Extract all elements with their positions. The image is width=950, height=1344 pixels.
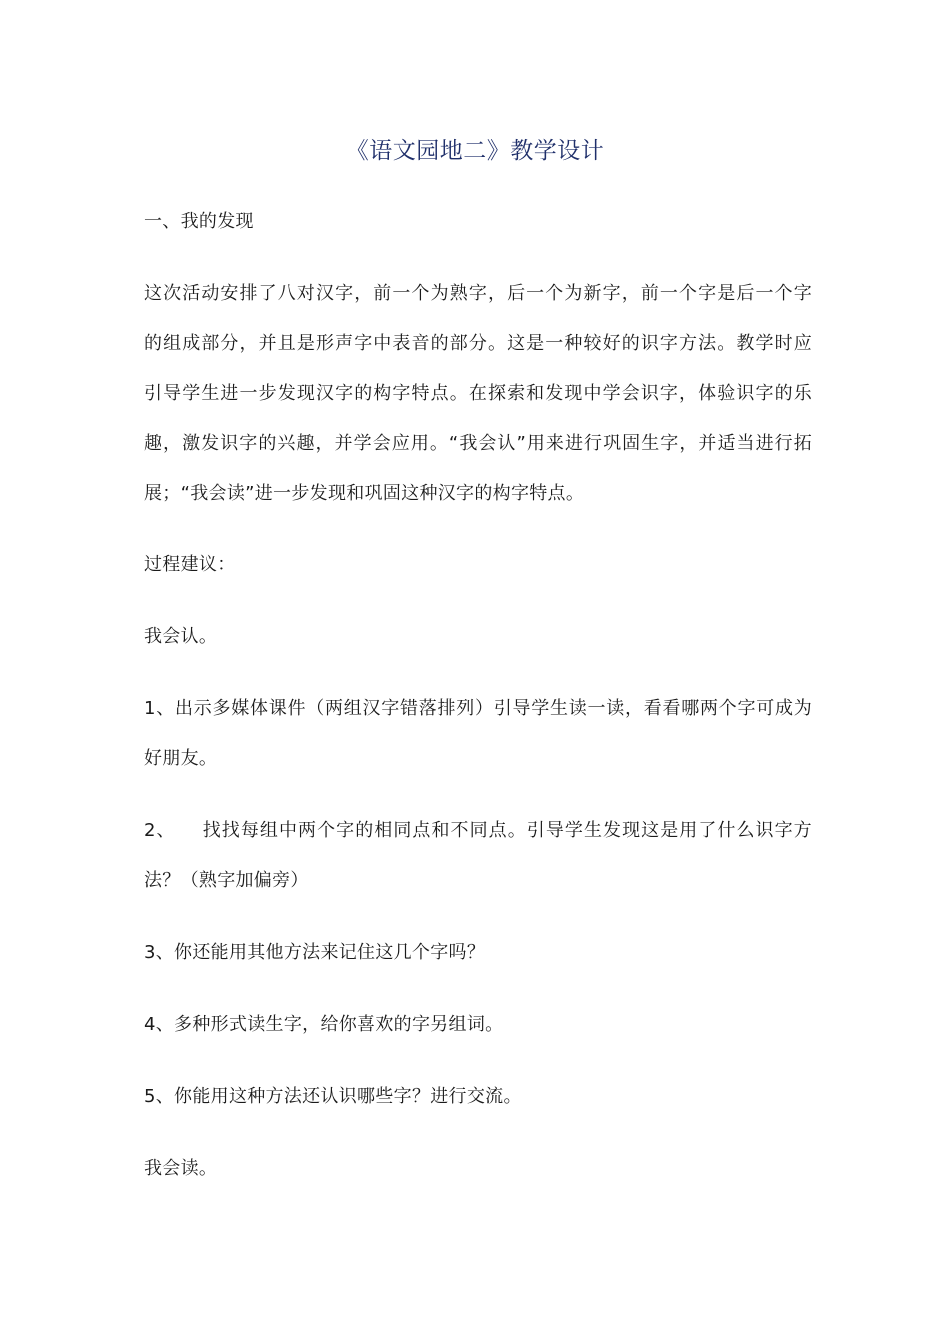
intro-line-1: 这次活动安排了八对汉字，前一个为熟字，后一个为新字，前一个字是后一个字 xyxy=(144,283,812,304)
step-3: 3、你还能用其他方法来记住这几个字吗？ xyxy=(144,942,486,963)
section-heading: 一、我的发现 xyxy=(144,211,254,232)
subheading-read: 我会读。 xyxy=(144,1158,218,1179)
step-2-line-2: 法？（熟字加偏旁） xyxy=(144,870,309,891)
step-2-line-1: 2、 找找每组中两个字的相同点和不同点。引导学生发现这是用了什么识字方 xyxy=(144,820,812,841)
intro-line-3: 引导学生进一步发现汉字的构字特点。在探索和发现中学会识字，体验识字的乐 xyxy=(144,383,812,404)
process-label: 过程建议： xyxy=(144,554,236,575)
document-title: 《语文园地二》教学设计 xyxy=(345,138,605,164)
step-1-line-2: 好朋友。 xyxy=(144,748,218,769)
subheading-recognize: 我会认。 xyxy=(144,626,218,647)
step-4: 4、多种形式读生字，给你喜欢的字另组词。 xyxy=(144,1014,504,1035)
intro-line-2: 的组成部分，并且是形声字中表音的部分。这是一种较好的识字方法。教学时应 xyxy=(144,333,812,354)
intro-line-4: 趣，激发识字的兴趣，并学会应用。“我会认”用来进行巩固生字，并适当进行拓 xyxy=(144,433,812,454)
step-5: 5、你能用这种方法还认识哪些字？进行交流。 xyxy=(144,1086,522,1107)
step-1-line-1: 1、出示多媒体课件（两组汉字错落排列）引导学生读一读，看看哪两个字可成为 xyxy=(144,698,812,719)
intro-line-5: 展；“我会读”进一步发现和巩固这种汉字的构字特点。 xyxy=(144,483,585,504)
